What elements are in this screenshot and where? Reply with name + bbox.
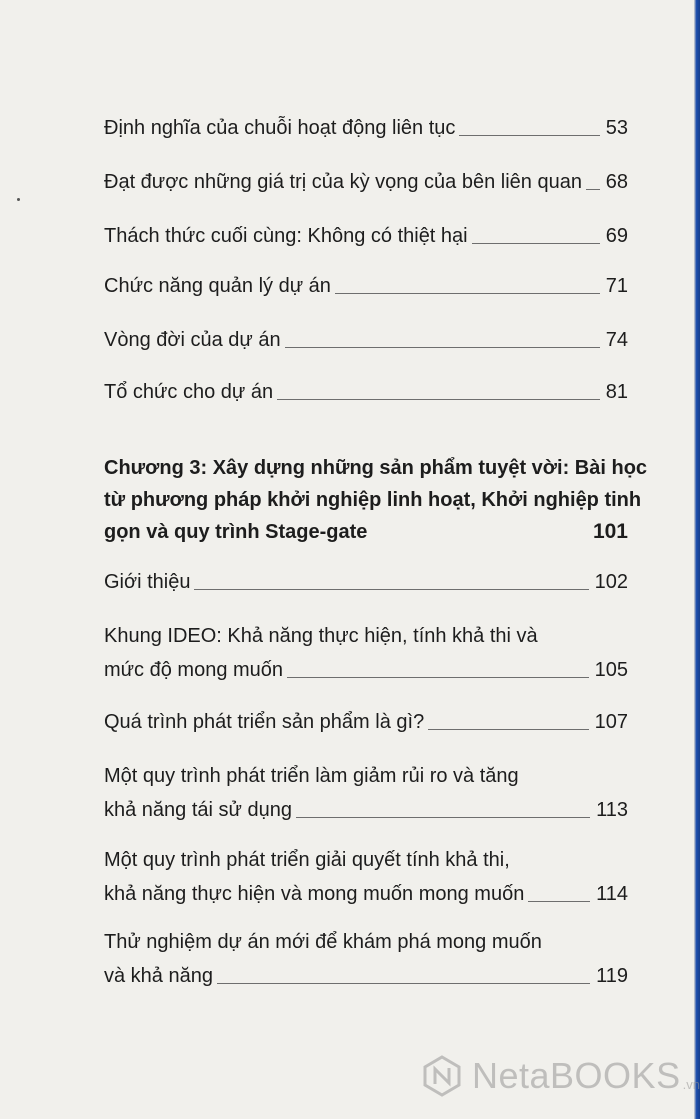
- watermark-brand: NetaBOOKS: [472, 1055, 681, 1096]
- toc-page-number: 114: [596, 883, 628, 905]
- toc-entry: [104, 568, 628, 596]
- toc-entry: [104, 378, 628, 406]
- toc-entry-title-line: Vòng đời của dự án: [104, 329, 281, 351]
- toc-leader-line: [277, 399, 600, 400]
- toc-entry: [104, 222, 628, 250]
- toc-entry-title-line: Thử nghiệm dự án mới để khám phá mong muốn: [104, 931, 542, 953]
- toc-entry: [104, 168, 628, 196]
- toc-entry-title-line: Khung IDEO: Khả năng thực hiện, tính khả thi và: [104, 625, 538, 647]
- watermark-logo: [420, 1054, 700, 1098]
- toc-leader-line: [528, 901, 590, 902]
- toc-entry-title-line: từ phương pháp khởi nghiệp linh hoạt, Khởi nghiệp tinh: [104, 489, 642, 511]
- toc-page-number: 113: [596, 799, 628, 821]
- toc-page-number: 119: [596, 965, 628, 987]
- toc-entry: [104, 114, 628, 142]
- toc-page-number: 53: [605, 117, 628, 139]
- toc-entry: [104, 454, 648, 546]
- toc-entry-title-line: khả năng tái sử dụng: [104, 799, 292, 821]
- toc-entry-title-line: Giới thiệu: [104, 571, 191, 593]
- toc-page-number: 74: [605, 329, 628, 351]
- toc-page-number: 68: [605, 171, 628, 193]
- toc-entry-title-line: và khả năng: [104, 965, 213, 987]
- netabooks-logo-icon: [420, 1054, 464, 1098]
- toc-leader-line: [217, 983, 590, 984]
- toc-leader-line: [586, 189, 600, 190]
- toc-entry-title-line: gọn và quy trình Stage-gate: [104, 521, 368, 543]
- toc-entry: [104, 622, 628, 684]
- toc-entry-title-line: mức độ mong muốn: [104, 659, 284, 681]
- watermark-suffix: .vn: [682, 1076, 700, 1092]
- toc-entry: [104, 708, 628, 736]
- toc-entry: [104, 928, 628, 990]
- toc-entry-title-line: Chức năng quản lý dự án: [104, 275, 331, 297]
- toc-entry: [104, 272, 628, 300]
- toc-leader-line: [194, 589, 588, 590]
- print-speck: [17, 198, 20, 201]
- toc-entry-title-line: khả năng thực hiện và mong muốn mong muốn: [104, 883, 525, 905]
- toc-page-number: 81: [605, 381, 628, 403]
- toc-entry: [104, 762, 628, 824]
- toc-leader-line: [335, 293, 600, 294]
- toc-page-number: 102: [594, 571, 628, 593]
- toc-leader-line: [472, 243, 600, 244]
- toc-entry-title-line: Đạt được những giá trị của kỳ vọng của bên liên quan: [104, 171, 582, 193]
- toc-entry-title-line: Định nghĩa của chuỗi hoạt động liên tục: [104, 117, 456, 139]
- toc-leader-line: [459, 135, 599, 136]
- toc-leader-line: [285, 347, 600, 348]
- toc-entry: [104, 846, 628, 908]
- toc-page-number: 69: [605, 225, 628, 247]
- toc-leader-line: [287, 677, 589, 678]
- toc-page-number: 105: [594, 659, 628, 681]
- toc-entry-title-line: Quá trình phát triển sản phẩm là gì?: [104, 711, 425, 733]
- toc-entry-title-line: Một quy trình phát triển làm giảm rủi ro và tăng: [104, 765, 519, 787]
- toc-entry: [104, 326, 628, 354]
- toc-entry-title-line: Một quy trình phát triển giải quyết tính khả thi,: [104, 849, 510, 871]
- toc-page-number: 107: [594, 711, 628, 733]
- toc-leader-line: [296, 817, 590, 818]
- toc-page-number: 101: [592, 520, 628, 543]
- book-edge: [694, 0, 700, 1119]
- toc-entry-title-line: Chương 3: Xây dựng những sản phẩm tuyệt vời: Bài học: [104, 457, 648, 479]
- toc-leader-line: [428, 729, 588, 730]
- toc-entry-title-line: Tổ chức cho dự án: [104, 381, 274, 403]
- toc-entry-title-line: Thách thức cuối cùng: Không có thiệt hại: [104, 225, 468, 247]
- toc-page-number: 71: [605, 275, 628, 297]
